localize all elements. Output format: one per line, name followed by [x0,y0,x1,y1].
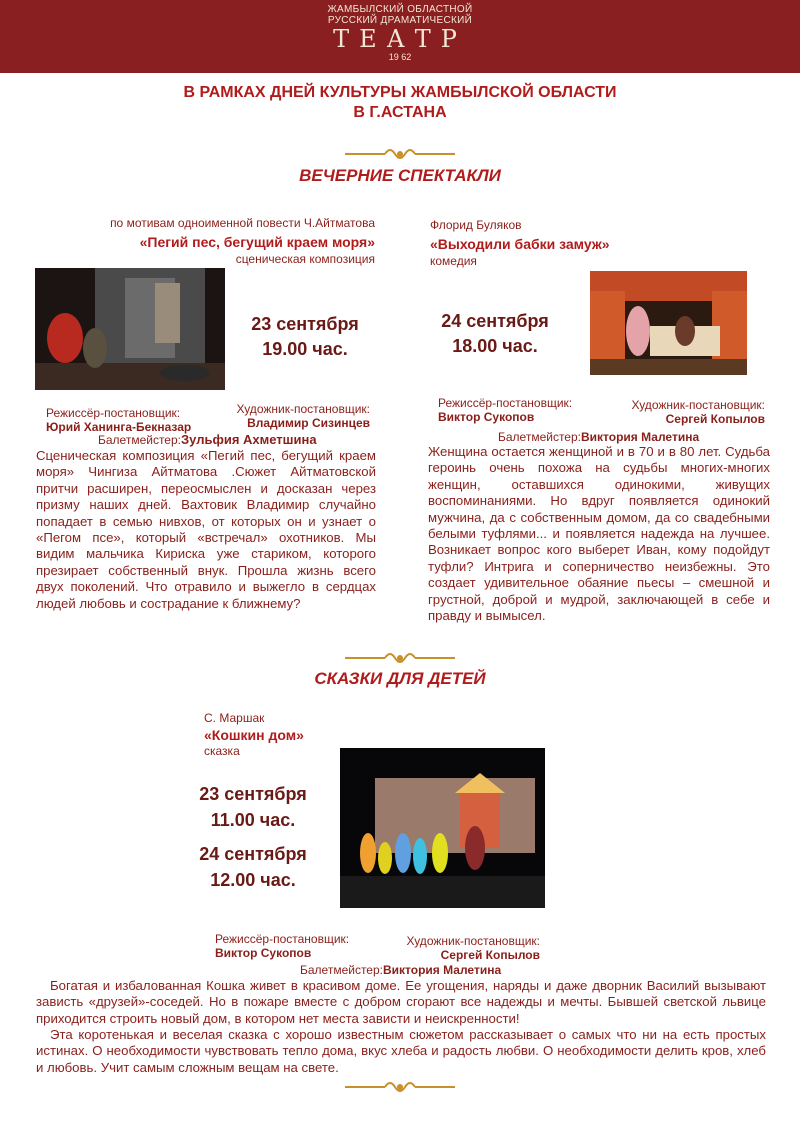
kids-title: «Кошкин дом» [204,727,304,743]
play1-title: «Пегий пес, бегущий краем моря» [139,234,375,250]
play1-date: 23 сентября [251,314,359,334]
kids-photo [340,748,545,908]
play1-source: по мотивам одноименной повести Ч.Айтматова [110,216,375,230]
logo-line-2: РУССКИЙ ДРАМАТИЧЕСКИЙ [327,15,473,26]
headline-2: В Г.АСТАНА [353,104,447,121]
play1-time: 19.00 час. [262,339,348,359]
kids-ballet-label: Балетмейстер: [300,963,383,977]
kids-time-2: 12.00 час. [210,870,296,890]
play1-director: Юрий Ханинга-Бекназар [46,420,192,434]
kids-date-1: 23 сентября [199,784,307,804]
section-title-kids: СКАЗКИ ДЛЯ ДЕТЕЙ [314,669,486,688]
play1-description: Сценическая композиция «Пегий пес, бегущий краем моря» Чингиза Айтматова .Сюжет Айтматовской притчи расширен, переосмыслен и досказан через призму наших дней. Вахтовик Владимир случайно попадает в семью нивхов, от которых он и узнает о «Пегом псе», который «встречал» охотников. Мы видим мальчика Кириска уже стариком, которого презирает собственный внук. Прошла жизнь всего двух поколений. Что отравило и выжегло в сердцах людей любовь и сострадание к ближнему? [36,448,376,611]
header-banner [0,0,800,73]
kids-ballet-line [300,963,501,977]
play2-time: 18.00 час. [452,336,538,356]
play2-title: «Выходили бабки замуж» [430,236,610,252]
play2-photo [590,271,747,375]
kids-time-1: 11.00 час. [210,810,296,830]
play2-description: Женщина остается женщиной и в 70 и в 80 лет. Судьба героинь очень похожа на судьбы многих-многих женщин, оставшихся одинокими, живущих воспоминаниями. Но вдруг появляется одинокий мужчина, да с собственным домом, да со свадебными белыми туфлями... и появляется надежда на лучшее. Возникает вопрос кого выберет Иван, кому подойдут туфли? Интрига и соперничество неизбежны. Это создает удивительное обаяние пьесы – смешной и грустной, доброй и мудрой, заключающей в себе и правду и вымысел. [428,444,770,624]
play1-artist-label: Художник-постановщик: [236,402,370,416]
kids-director-label: Режиссёр-постановщик: [215,932,350,946]
kids-description-p1: Богатая и избалованная Кошка живет в красивом доме. Ее угощения, наряды и даже дворник Василий вызывают зависть «друзей»-соседей. Но в пожаре вместе с добром сгорают все надежды и мечты. Бывшей светской львице приходится строить новый дом, в котором нет места зависти и неискренности! [36,978,766,1026]
logo-line-1: ЖАМБЫЛСКИЙ ОБЛАСТНОЙ [327,4,473,15]
play1-ballet-line [98,432,317,447]
play1-ballet: Зульфия Ахметшина [181,432,317,447]
kids-genre: сказка [204,744,240,758]
play2-director: Виктор Сукопов [438,410,535,424]
kids-artist: Сергей Копылов [440,948,540,962]
section-title-evening: ВЕЧЕРНИЕ СПЕКТАКЛИ [299,166,501,185]
kids-ballet: Виктория Малетина [383,963,502,977]
play1-artist: Владимир Сизинцев [247,416,370,430]
theatre-logo [320,4,480,62]
play2-genre: комедия [430,254,477,268]
play1-director-label: Режиссёр-постановщик: [46,406,181,420]
kids-director: Виктор Сукопов [215,946,312,960]
kids-artist-label: Художник-постановщик: [406,934,540,948]
play2-director-label: Режиссёр-постановщик: [438,396,573,410]
kids-date-2: 24 сентября [199,844,307,864]
play1-genre: сценическая композиция [235,252,375,266]
play2-author: Флорид Буляков [430,218,522,232]
ornament-divider-icon [340,1077,460,1097]
play1-ballet-label: Балетмейстер: [98,433,181,447]
play2-artist-label: Художник-постановщик: [631,398,765,412]
play2-ballet-line [498,430,699,444]
play1-photo [35,268,225,390]
play2-date: 24 сентября [441,311,549,331]
kids-description-p2: Эта коротенькая и веселая сказка с хорошо известным сюжетом рассказывает о самых что ни на есть простых истинах. О необходимости чувствовать тепло дома, вкус хлеба и радость любви. О необходимости делить кров, хлеб и любовь. Учит самым сложным вещам на свете. [36,1027,766,1075]
ornament-divider-icon [340,144,460,164]
kids-author: С. Маршак [204,711,265,725]
logo-line-4: 19 62 [388,52,412,62]
play2-artist: Сергей Копылов [665,412,765,426]
headline-1: В РАМКАХ ДНЕЙ КУЛЬТУРЫ ЖАМБЫЛСКОЙ ОБЛАСТИ [183,84,617,101]
ornament-divider-icon [340,648,460,668]
logo-line-3: ТЕАТР [333,25,467,53]
play2-ballet: Виктория Малетина [581,430,700,444]
play2-ballet-label: Балетмейстер: [498,430,581,444]
